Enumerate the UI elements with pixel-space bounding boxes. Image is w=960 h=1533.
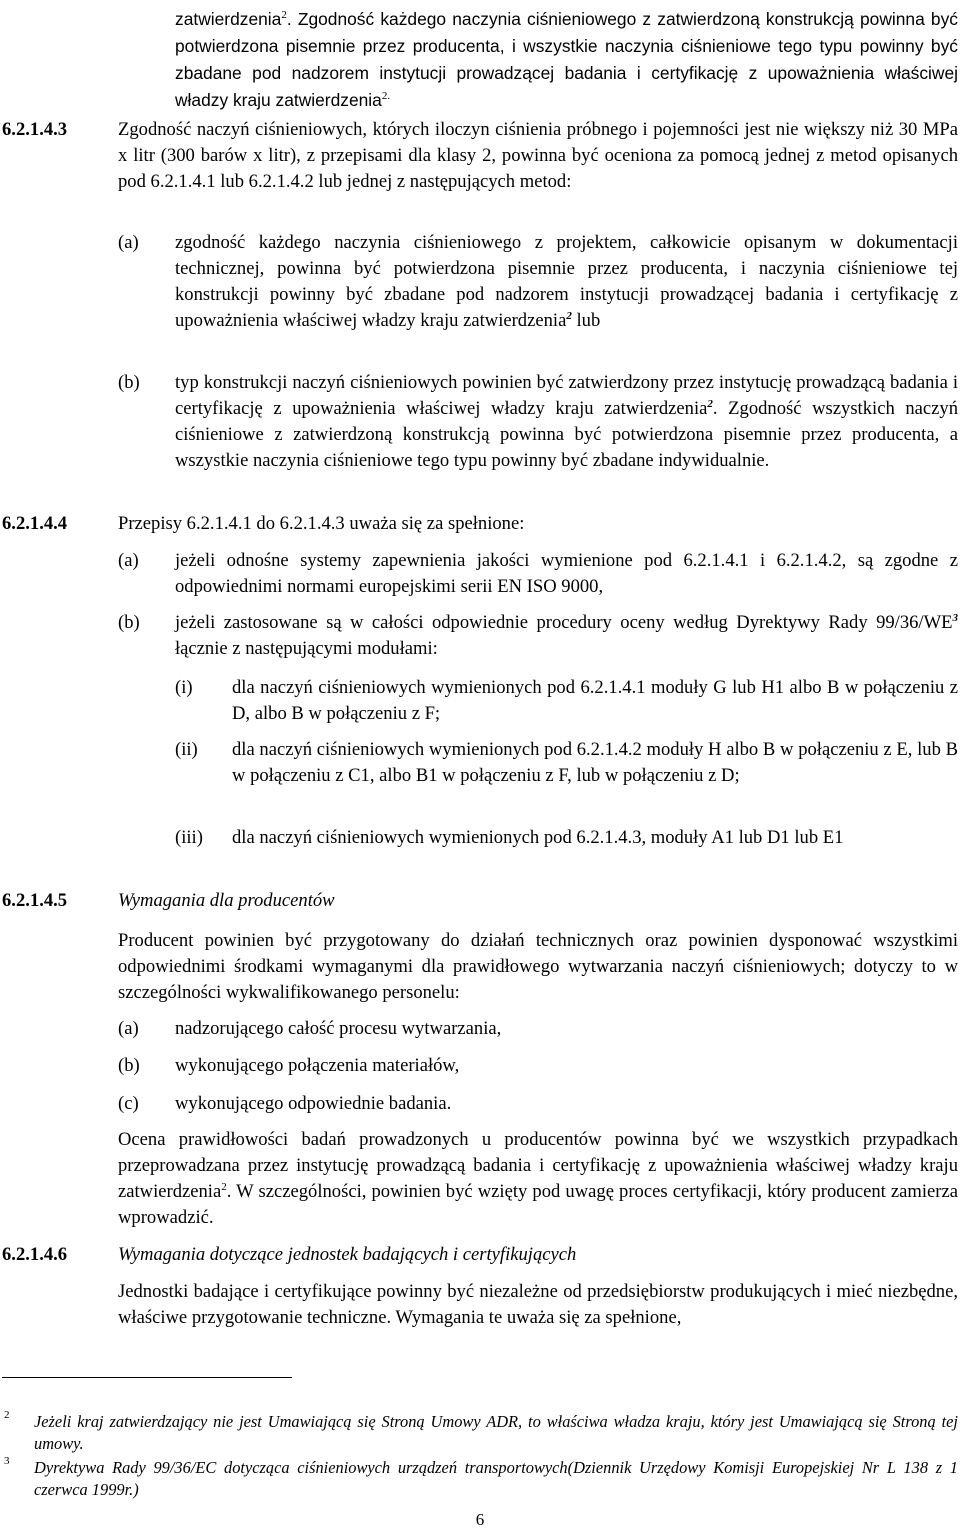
section-paragraph: Jednostki badające i certyfikujące powinny być niezależne od przedsiębiorstw produkujących i mieć niezbędne, właściwe przygotowanie techniczne. Wymagania te uważa się za spełnione, [118, 1281, 958, 1328]
footnote-ref: 2 [281, 8, 287, 21]
subitem: dla naczyń ciśnieniowych wymienionych pod 6.2.1.4.2 moduły H albo B w połączeniu z E, lub B w połączeniu z C1, albo B1 w połączeniu z F, lub w połączeniu z D; [232, 739, 958, 786]
subitem-label: (ii) [175, 739, 198, 760]
footnote: Dyrektywa Rady 99/36/EC dotycząca ciśnieniowych urządzeń transportowych(Dziennik Urzędowy Komisji Europejskiej Nr L 138 z 1 czerwca 1999r.) [34, 1458, 958, 1499]
item-label: (a) [118, 232, 139, 253]
list-item: jeżeli odnośne systemy zapewnienia jakości wymienione pod 6.2.1.4.1 i 6.2.1.4.2, są zgodne z odpowiednimi normami europejskimi serii EN ISO 9000, [175, 550, 958, 597]
list-item: typ konstrukcji naczyń ciśnieniowych powinien być zatwierdzony przez instytucję prowadzącą badania i certyfikację z upoważnienia właściwej władzy kraju zatwierdzenia$^2$. Zgodność wszystkich naczyń ciśnieniowe z zatwierdzoną konstrukcją powinna być potwierdzona pisemnie przez producenta, a wszystkie naczynia ciśnieniowe tego typu powinny być zbadane indywidualnie. [175, 372, 958, 471]
section-paragraph: Przepisy 6.2.1.4.1 do 6.2.1.4.3 uważa się za spełnione: [118, 513, 525, 534]
footnote-ref: 2. [381, 89, 391, 102]
subitem: dla naczyń ciśnieniowych wymienionych pod 6.2.1.4.3, moduły A1 lub D1 lub E1 [232, 827, 844, 848]
footnote-mark: 3 [4, 1455, 10, 1467]
page-number: 6 [475, 1510, 485, 1529]
footnote-ref: 2 [707, 397, 713, 410]
list-item: wykonującego odpowiednie badania. [175, 1093, 452, 1114]
item-label: (c) [118, 1093, 139, 1114]
section-paragraph: Ocena prawidłowości badań prowadzonych u producentów powinna być we wszystkich przypadkach przeprowadzana przez instytucję prowadzącą badania i certyfikację z upoważnienia właściwej władzy kraju zatwierdzenia$^2$. W szczególności, powinien być wzięty pod uwagę proces certyfikacji, który producent zamierza wprowadzić. [118, 1129, 958, 1228]
footnote-ref: 3 [952, 611, 958, 624]
item-label: (a) [118, 550, 139, 571]
list-item: jeżeli zastosowane są w całości odpowiednie procedury oceny według Dyrektywy Rady $99/36/WE^3$ łącznie z następującymi modułami: [175, 611, 958, 659]
intro-paragraph [175, 6, 958, 114]
footnote-mark: 2 [4, 1409, 10, 1421]
item-label: (b) [118, 1055, 140, 1076]
subitem-label: (iii) [175, 827, 203, 848]
list-item: zgodność każdego naczynia ciśnieniowego z projektem, całkowicie opisanym w dokumentacji technicznej, powinna być potwierdzona pisemnie przez producenta, i naczynia ciśnieniowe tej konstrukcji powinny być zbadane pod nadzorem instytucji prowadzącej badania i certyfikację z upoważnienia właściwej władzy kraju zatwierdzenia$^2$ lub [175, 232, 958, 331]
section-number: 6.2.1.4.4 [2, 513, 68, 534]
subitem-label: (i) [175, 677, 193, 698]
intro-sans-word: zatwierdzenia [175, 9, 282, 29]
section-paragraph: Producent powinien być przygotowany do działań technicznych oraz powinien dysponować wszystkimi odpowiednimi środkami wymaganymi dla prawidłowego wytwarzania naczyń ciśnieniowych; dotyczy to w szczególności wykwalifikowanego personelu: [118, 930, 958, 1003]
section-title: Wymagania dotyczące jednostek badających i certyfikujących [118, 1244, 577, 1265]
section-paragraph: Zgodność naczyń ciśnieniowych, których iloczyn ciśnienia próbnego i pojemności jest nie większy niż 30 MPa x litr (300 barów x litr), z przepisami dla klasy 2, powinna być oceniona za pomocą jednej z metod opisanych pod 6.2.1.4.1 lub 6.2.1.4.2 lub jednej z następujących metod: [118, 119, 958, 192]
footnote-divider [2, 1377, 292, 1378]
section-number: 6.2.1.4.3 [2, 119, 68, 140]
intro-text: . Zgodność każdego naczynia ciśnieniowego z zatwierdzoną konstrukcją powinna być potwierdzona pisemnie przez producenta, i wszystkie naczynia ciśnieniowe tego typu powinny być zbadane pod nadzorem instytucji prowadzącej badania i certyfikację z upoważnienia właściwej władzy kraju zatwierdzenia [175, 9, 958, 110]
footnote-ref: 2 [221, 1180, 227, 1193]
footnote: Jeżeli kraj zatwierdzający nie jest Umawiającą się Stroną Umowy ADR, to właściwa władza kraju, który jest Umawiającą się Stroną tej umowy. [34, 1412, 958, 1453]
section-number: 6.2.1.4.6 [2, 1244, 68, 1265]
section-number: 6.2.1.4.5 [2, 890, 68, 911]
item-label: (a) [118, 1018, 139, 1039]
item-label: (b) [118, 612, 140, 633]
footnote-ref: 2 [566, 309, 572, 322]
list-item: nadzorującego całość procesu wytwarzania, [175, 1018, 502, 1039]
section-title: Wymagania dla producentów [118, 890, 335, 911]
subitem: dla naczyń ciśnieniowych wymienionych pod 6.2.1.4.1 moduły G lub H1 albo B w połączeniu z D, albo B w połączeniu z F; [232, 677, 958, 724]
item-label: (b) [118, 372, 140, 393]
list-item: wykonującego połączenia materiałów, [175, 1055, 460, 1076]
